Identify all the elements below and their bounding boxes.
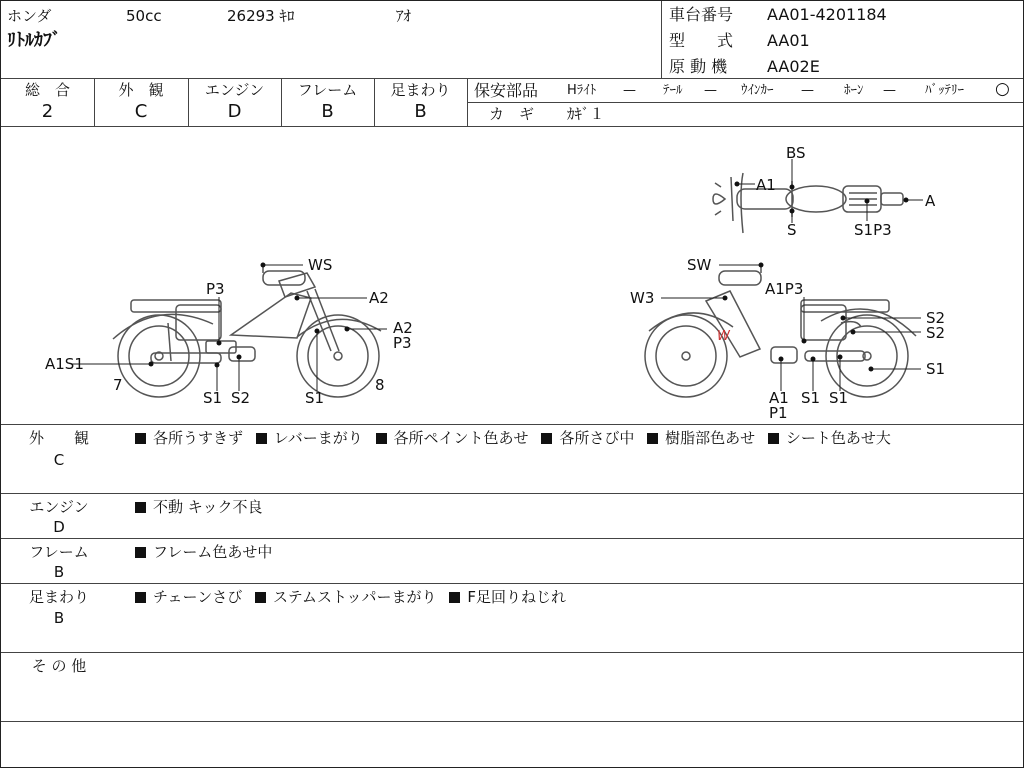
section-frame-grade: B	[53, 563, 65, 581]
label-left-p3b: P3	[393, 334, 412, 352]
damage-diagram	[1, 127, 1023, 424]
section-suspension-grade: B	[53, 609, 65, 627]
item: チェーンさび	[153, 588, 243, 606]
bullet-square-icon	[376, 433, 387, 444]
label-top-s: S	[787, 221, 797, 239]
type-value: AA01	[767, 31, 810, 50]
grade-total-label: 総 合	[24, 81, 70, 99]
bullet-square-icon	[135, 502, 146, 513]
item: F足回りねじれ	[467, 588, 566, 606]
displacement: 50cc	[126, 7, 162, 25]
bullet-square-icon	[255, 592, 266, 603]
parts-headlight-label: Hﾗｲﾄ	[567, 83, 597, 98]
label-top-bs: BS	[786, 144, 806, 162]
item: フレーム色あせ中	[153, 543, 273, 561]
label-right-s2b: S2	[926, 324, 946, 342]
row-line	[1, 78, 1023, 79]
parts-tail-value: —	[704, 83, 717, 98]
label-right-s1c: S1	[829, 389, 849, 407]
bullet-square-icon	[135, 547, 146, 558]
grade-suspension-value: B	[414, 101, 427, 122]
label-right-s1b: S1	[801, 389, 821, 407]
section-exterior-grade: C	[53, 451, 65, 469]
body-color: ｱｵ	[396, 7, 412, 25]
mileage: 26293 ｷﾛ	[227, 7, 295, 25]
item: 不動 キック不良	[153, 498, 263, 516]
label-top-a: A	[925, 192, 936, 210]
item: ステムストッパーまがり	[273, 588, 437, 606]
section-frame-items	[135, 541, 1019, 563]
maker-name: ホンダ	[7, 7, 52, 25]
item: レバーまがり	[273, 429, 363, 447]
label-left-7: 7	[113, 376, 123, 394]
section-exterior-label: 外 観	[28, 429, 89, 447]
section-engine-grade: D	[53, 518, 65, 536]
grade-frame-label: フレーム	[297, 81, 358, 99]
bike-left-view	[113, 263, 381, 397]
label-right-a1: A1	[769, 389, 789, 407]
section-engine-items	[135, 496, 1019, 518]
key-label: カ ギ	[489, 105, 535, 123]
label-left-p3: P3	[206, 280, 225, 298]
section-engine-label: エンジン	[29, 498, 89, 516]
label-left-a1s1: A1S1	[45, 355, 84, 373]
row-line	[1, 424, 1023, 425]
section-frame-label: フレーム	[29, 543, 89, 561]
label-left-s1: S1	[203, 389, 223, 407]
item: 各所ペイント色あせ	[393, 429, 529, 447]
parts-battery-value: ○	[995, 79, 1010, 99]
label-left-a2b: A2	[393, 319, 413, 337]
grade-exterior-label: 外 観	[118, 81, 164, 99]
label-left-ws: WS	[308, 256, 333, 274]
row-line	[1, 583, 1023, 584]
parts-horn-value: —	[883, 83, 896, 98]
item: 各所うすきず	[153, 429, 244, 447]
item: 各所さび中	[559, 429, 635, 447]
label-left-a2: A2	[369, 289, 389, 307]
label-right-w3: W3	[630, 289, 655, 307]
section-other-label: そ の 他	[31, 657, 87, 675]
section-suspension-label: 足まわり	[28, 588, 89, 606]
label-right-sw: SW	[687, 256, 712, 274]
frame-no-label: 車台番号	[669, 5, 734, 24]
section-exterior-items	[135, 427, 1019, 449]
parts-winker-label: ｳｲﾝｶｰ	[741, 83, 774, 98]
engine-label: 原 動 機	[669, 57, 728, 76]
row-line	[1, 493, 1023, 494]
parts-title: 保安部品	[474, 81, 539, 100]
bullet-square-icon	[135, 433, 146, 444]
frame-no: AA01-4201184	[767, 5, 887, 24]
bullet-square-icon	[768, 433, 779, 444]
label-top-a1: A1	[756, 176, 776, 194]
label-left-s2: S2	[231, 389, 251, 407]
parts-horn-label: ﾎｰﾝ	[844, 83, 864, 98]
bullet-square-icon	[647, 433, 658, 444]
section-suspension-items	[135, 586, 1019, 608]
label-right-s2: S2	[926, 309, 946, 327]
model-name: ﾘﾄﾙｶﾌﾞ	[7, 30, 61, 51]
label-left-8: 8	[375, 376, 385, 394]
parts-battery-label: ﾊﾞｯﾃﾘｰ	[925, 83, 964, 98]
label-top-s1p3: S1P3	[854, 221, 892, 239]
header-divider	[661, 1, 662, 78]
item: 樹脂部色あせ	[665, 429, 756, 447]
parts-divider	[468, 102, 1023, 103]
red-mark: W	[717, 329, 730, 344]
grade-total-value: 2	[41, 101, 54, 122]
grade-suspension-label: 足まわり	[390, 81, 451, 99]
grade-exterior-value: C	[134, 101, 148, 122]
label-right-a1p3: A1P3	[765, 280, 804, 298]
bullet-square-icon	[449, 592, 460, 603]
row-line	[1, 652, 1023, 653]
label-right-s1: S1	[926, 360, 946, 378]
row-line	[1, 538, 1023, 539]
key-value: ｶｷﾞ１	[567, 105, 605, 123]
bullet-square-icon	[541, 433, 552, 444]
row-line	[1, 721, 1023, 722]
parts-headlight-value: —	[623, 83, 636, 98]
bullet-square-icon	[256, 433, 267, 444]
item: シート色あせ大	[785, 429, 891, 447]
parts-winker-value: —	[801, 83, 814, 98]
parts-tail-label: ﾃｰﾙ	[663, 83, 683, 98]
grade-frame-value: B	[321, 101, 334, 122]
label-left-s1b: S1	[305, 389, 325, 407]
engine-value: AA02E	[767, 57, 820, 76]
bullet-square-icon	[135, 592, 146, 603]
type-label: 型 式	[669, 31, 734, 50]
grade-engine-value: D	[227, 101, 242, 122]
grade-engine-label: エンジン	[204, 81, 265, 99]
label-right-p1: P1	[769, 404, 788, 422]
